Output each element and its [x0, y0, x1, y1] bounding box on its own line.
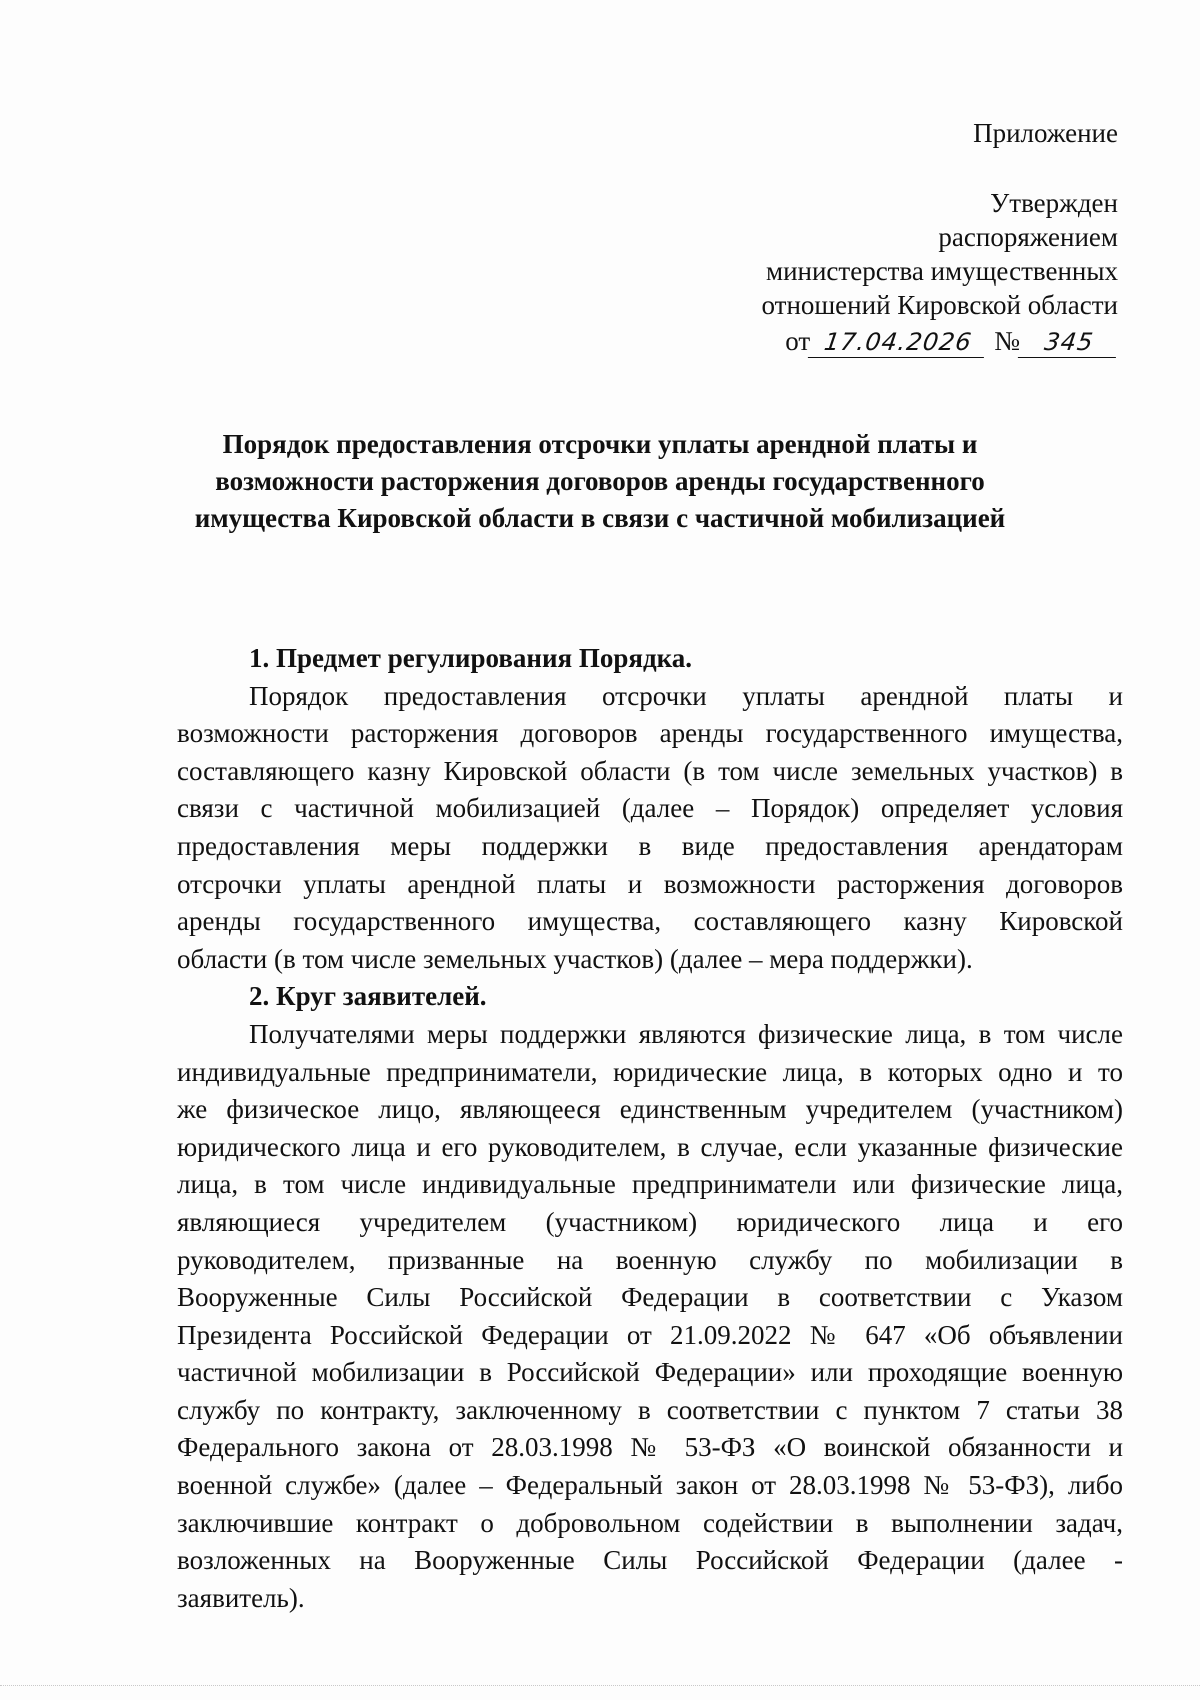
paragraph-line: Получателями меры поддержки являются физические лица, в том числе: [249, 1018, 1123, 1049]
approval-block: [598, 116, 1118, 358]
scan-artifact-line: [0, 1685, 1200, 1688]
number-sign: №: [994, 326, 1020, 356]
section-2-heading: 2. Круг заявителей.: [249, 981, 487, 1012]
paragraph-line: руководителем, призванные на военную службу по мобилизации в: [177, 1244, 1123, 1275]
handwritten-date: 17.04.2026: [808, 327, 988, 358]
paragraph-line: же физическое лицо, являющееся единственным учредителем (участником): [177, 1094, 1123, 1125]
paragraph-line: возможности расторжения договоров аренды государственного имущества,: [177, 718, 1123, 749]
annex-label: Приложение: [973, 118, 1118, 148]
approval-line: министерства имущественных: [766, 256, 1118, 286]
paragraph-line: составляющего казну Кировской области (в том числе земельных участков) в: [177, 755, 1123, 786]
paragraph-line: заключившие контракт о добровольном содействии в выполнении задач,: [177, 1507, 1123, 1538]
approval-line: распоряжением: [938, 222, 1118, 252]
paragraph-line: индивидуальные предприниматели, юридические лица, в которых одно и то: [177, 1056, 1123, 1087]
approval-line: Утвержден: [990, 188, 1118, 218]
handwritten-number: 345: [1018, 327, 1120, 358]
paragraph-line: Президента Российской Федерации от 21.09.2022 № 647 «Об объявлении: [177, 1319, 1123, 1350]
paragraph-line: Порядок предоставления отсрочки уплаты арендной платы и: [249, 680, 1123, 711]
section-1-heading: 1. Предмет регулирования Порядка.: [249, 643, 693, 673]
paragraph-line: службу по контракту, заключенному в соответствии с пунктом 7 статьи 38: [177, 1394, 1123, 1425]
paragraph-line: заявитель).: [177, 1582, 305, 1613]
paragraph-line: возложенных на Вооруженные Силы Российской Федерации (далее -: [177, 1545, 1123, 1576]
paragraph-line: Вооруженные Силы Российской Федерации в соответствии с Указом: [177, 1282, 1123, 1313]
paragraph-line: Федерального закона от 28.03.1998 № 53-ФЗ «О воинской обязанности и: [177, 1432, 1123, 1463]
paragraph-line: области (в том числе земельных участков) (далее – мера поддержки).: [177, 943, 973, 974]
date-prefix: от: [785, 326, 811, 356]
paragraph-line: юридического лица и его руководителем, в случае, если указанные физические: [177, 1131, 1123, 1162]
document-body: [177, 640, 1123, 1617]
paragraph-line: предоставления меры поддержки в виде предоставления арендаторам: [177, 830, 1123, 861]
title-line: возможности расторжения договоров аренды государственного: [215, 466, 985, 496]
paragraph-line: лица, в том числе индивидуальные предприниматели или физические лица,: [177, 1169, 1123, 1200]
paragraph-line: частичной мобилизации в Российской Федерации» или проходящие военную: [177, 1357, 1123, 1388]
title-line: имущества Кировской области в связи с частичной мобилизацией: [194, 503, 1006, 533]
document-title: [140, 426, 1060, 537]
paragraph-line: аренды государственного имущества, составляющего казну Кировской: [177, 906, 1123, 937]
approval-line: отношений Кировской области: [761, 290, 1118, 320]
paragraph-line: являющиеся учредителем (участником) юридического лица и его: [177, 1206, 1123, 1237]
paragraph-line: связи с частичной мобилизацией (далее – Порядок) определяет условия: [177, 793, 1123, 824]
order-date-number: [598, 324, 1118, 358]
paragraph-line: военной службе» (далее – Федеральный закон от 28.03.1998 № 53-ФЗ), либо: [177, 1470, 1123, 1501]
paragraph-line: отсрочки уплаты арендной платы и возможности расторжения договоров: [177, 868, 1123, 899]
title-line: Порядок предоставления отсрочки уплаты арендной платы и: [222, 429, 978, 459]
